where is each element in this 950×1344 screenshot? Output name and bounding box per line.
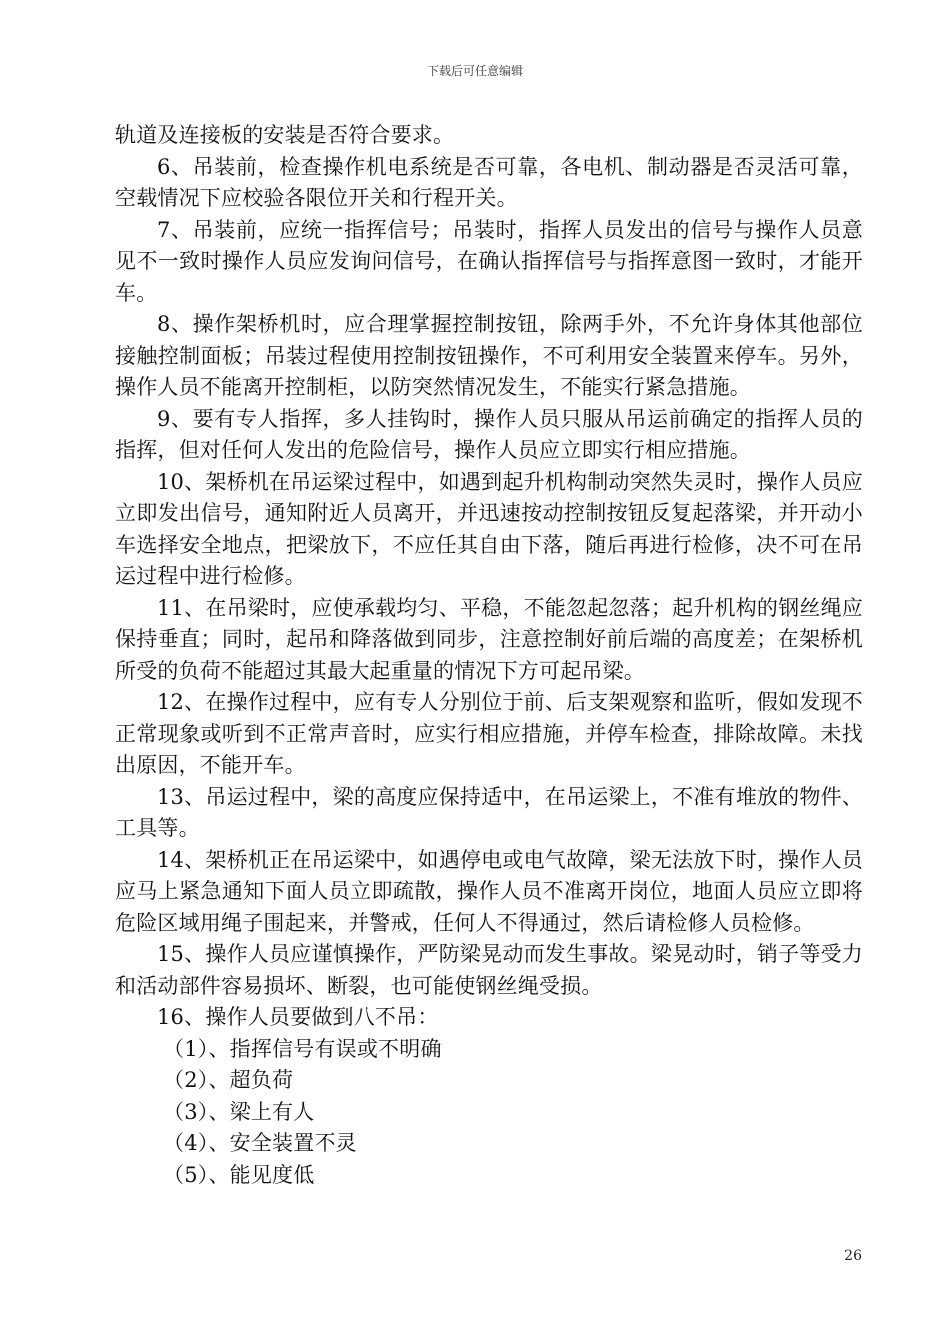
paragraph-item-15: 15、操作人员应谨慎操作，严防梁晃动而发生事故。梁晃动时，销子等受力和活动部件容易损坏、断裂，也可能使钢丝绳受损。 (115, 942, 863, 998)
paragraph-item-14: 14、架桥机正在吊运梁中，如遇停电或电气故障，梁无法放下时，操作人员应马上紧急通知下面人员立即疏散，操作人员不准离开岗位，地面人员应立即将危险区域用绳子围起来，并警戒，任何人不得通过，然后请检修人员检修。 (115, 847, 863, 935)
paragraph-item-16: 16、操作人员要做到八不吊： (157, 1005, 439, 1029)
page-number: 26 (844, 1248, 862, 1264)
list-item: （2）、超负荷 (163, 1068, 294, 1092)
paragraph-item-13: 13、吊运过程中，梁的高度应保持适中，在吊运梁上，不准有堆放的物件、工具等。 (115, 784, 863, 840)
list-item: （4）、安全装置不灵 (163, 1131, 357, 1155)
list-item: （1）、指挥信号有误或不明确 (163, 1036, 442, 1061)
paragraph-item-8: 8、操作架桥机时，应合理掌握控制按钮，除两手外，不允许身体其他部位接触控制面板；吊装过程使用控制按钮操作，不可利用安全装置来停车。另外，操作人员不能离开控制柜，以防突然情况发生，不能实行紧急措施。 (115, 312, 863, 399)
paragraph-continuation: 轨道及连接板的安装是否符合要求。 (115, 123, 455, 147)
paragraph-item-10: 10、架桥机在吊运梁过程中，如遇到起升机构制动突然失灵时，操作人员应立即发出信号，通知附近人员离开，并迅速按动控制按钮反复起落梁，并开动小车选择安全地点，把梁放下，不应任其自由下落，随后再进行检修，决不可在吊运过程中进行检修。 (115, 469, 863, 588)
paragraph-item-6: 6、吊装前，检查操作机电系统是否可靠，各电机、制动器是否灵活可靠，空载情况下应校验各限位开关和行程开关。 (115, 154, 863, 210)
document-body (115, 120, 863, 1191)
paragraph-item-9: 9、要有专人指挥，多人挂钩时，操作人员只服从吊运前确定的指挥人员的指挥，但对任何人发出的危险信号，操作人员应立即实行相应措施。 (115, 406, 863, 462)
paragraph-item-11: 11、在吊梁时，应使承载均匀、平稳，不能忽起忽落；起升机构的钢丝绳应保持垂直；同时，起吊和降落做到同步，注意控制好前后端的高度差；在架桥机所受的负荷不能超过其最大起重量的情况下方可起吊梁。 (115, 595, 863, 683)
list-item: （3）、梁上有人 (163, 1099, 315, 1124)
list-item: （5）、能见度低 (163, 1162, 315, 1187)
page-header: 下载后可任意编辑 (426, 64, 523, 78)
paragraph-item-12: 12、在操作过程中，应有专人分别位于前、后支架观察和监听，假如发现不正常现象或听到不正常声音时，应实行相应措施，并停车检查，排除故障。未找出原因，不能开车。 (115, 690, 863, 777)
paragraph-item-7: 7、吊装前，应统一指挥信号；吊装时，指挥人员发出的信号与操作人员意见不一致时操作人员应发询问信号，在确认指挥信号与指挥意图一致时，才能开车。 (115, 217, 863, 305)
